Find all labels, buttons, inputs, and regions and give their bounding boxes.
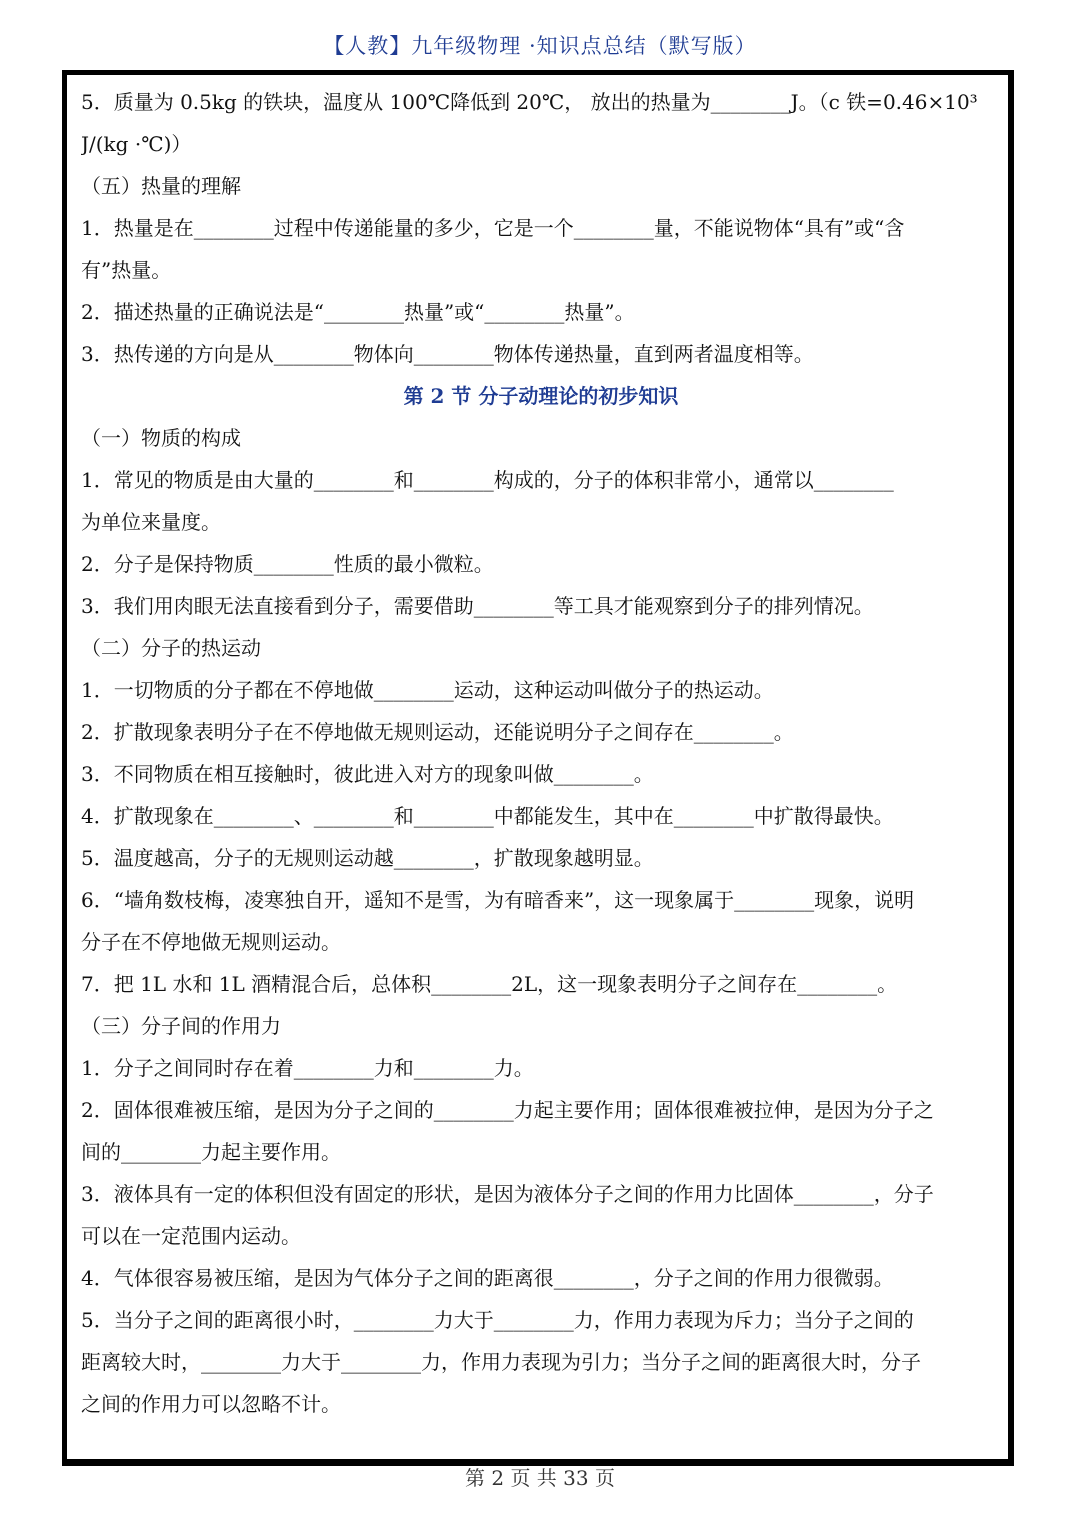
text-line: 可以在一定范围内运动。 [81, 1224, 301, 1248]
text-line: 间的________力起主要作用。 [81, 1140, 341, 1164]
text-line: 为单位来量度。 [81, 510, 221, 534]
text-line: 1．常见的物质是由大量的________和________构成的，分子的体积非常小，通常以________ [81, 468, 894, 492]
page-header: 【人教】九年级物理 ·知识点总结（默写版） [323, 34, 757, 58]
text-line: 4．扩散现象在________、________和________中都能发生，其中在________中扩散得最快。 [81, 804, 894, 828]
content-frame [62, 70, 1014, 1466]
text-line: 分子在不停地做无规则运动。 [81, 930, 341, 954]
text-line: 2．分子是保持物质________性质的最小微粒。 [81, 552, 494, 576]
text-line: 3．我们用肉眼无法直接看到分子，需要借助________等工具才能观察到分子的排列情况。 [81, 594, 874, 618]
text-line: （三）分子间的作用力 [81, 1014, 281, 1038]
text-line: J/(kg ·℃)） [81, 132, 192, 156]
text-line: 4．气体很容易被压缩，是因为气体分子之间的距离很________，分子之间的作用力很微弱。 [81, 1266, 894, 1290]
page-footer: 第 2 页 共 33 页 [465, 1466, 615, 1490]
text-line: （二）分子的热运动 [81, 636, 261, 660]
text-line: 3．热传递的方向是从________物体向________物体传递热量，直到两者温度相等。 [81, 342, 814, 366]
section-title: 第 2 节 分子动理论的初步知识 [403, 384, 679, 408]
text-line: 7．把 1L 水和 1L 酒精混合后，总体积________2L，这一现象表明分子之间存在________。 [81, 972, 898, 996]
text-line: 距离较大时，________力大于________力，作用力表现为引力；当分子之间的距离很大时，分子 [81, 1350, 921, 1374]
worksheet-content [81, 81, 1001, 1425]
text-line: 1．一切物质的分子都在不停地做________运动，这种运动叫做分子的热运动。 [81, 678, 774, 702]
text-line: 2．描述热量的正确说法是“________热量”或“________热量”。 [81, 300, 635, 324]
text-line: （五）热量的理解 [81, 174, 241, 198]
text-line: 3．液体具有一定的体积但没有固定的形状，是因为液体分子之间的作用力比固体________，分子 [81, 1182, 934, 1206]
text-line: 5．当分子之间的距离很小时，________力大于________力，作用力表现为斥力；当分子之间的 [81, 1308, 914, 1332]
text-line: 之间的作用力可以忽略不计。 [81, 1392, 341, 1416]
text-line: 3．不同物质在相互接触时，彼此进入对方的现象叫做________。 [81, 762, 654, 786]
text-line: 5．质量为 0.5kg 的铁块，温度从 100℃降低到 20℃， 放出的热量为________J。（c 铁=0.46×10³ [81, 90, 978, 114]
text-line: 2．扩散现象表明分子在不停地做无规则运动，还能说明分子之间存在________。 [81, 720, 794, 744]
text-line: 有”热量。 [81, 258, 172, 282]
text-line: 6．“墙角数枝梅，凌寒独自开，遥知不是雪，为有暗香来”，这一现象属于________现象，说明 [81, 888, 915, 912]
text-line: 1．热量是在________过程中传递能量的多少，它是一个________量，不能说物体“具有”或“含 [81, 216, 905, 240]
text-line: （一）物质的构成 [81, 426, 241, 450]
text-line: 1．分子之间同时存在着________力和________力。 [81, 1056, 534, 1080]
text-line: 2．固体很难被压缩，是因为分子之间的________力起主要作用；固体很难被拉伸，是因为分子之 [81, 1098, 934, 1122]
text-line: 5．温度越高，分子的无规则运动越________，扩散现象越明显。 [81, 846, 654, 870]
